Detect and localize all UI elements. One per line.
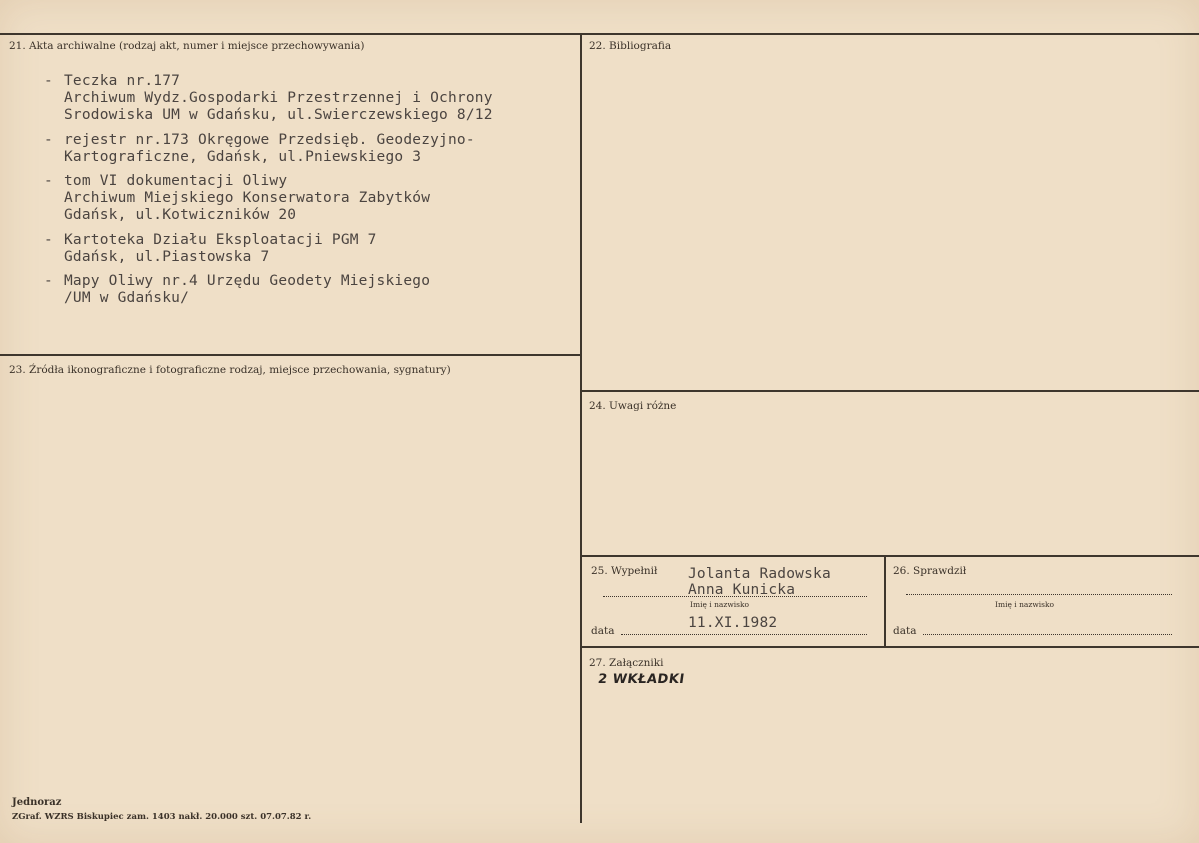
section-23-label: 23. Źródła ikonograficzne i fotograficzne rodzaj, miejsce przechowania, sygnatury)	[9, 364, 451, 376]
entry-dash: -	[44, 273, 53, 289]
name-caption: Imię i nazwisko	[690, 600, 750, 609]
date-line	[621, 634, 867, 635]
name-caption: Imię i nazwisko	[995, 600, 1055, 609]
entry-line: Gdańsk, ul.Kotwiczników 20	[64, 207, 297, 223]
entry-line: Kartoteka Działu Eksploatacji PGM 7	[64, 232, 377, 248]
center-vertical-divider	[580, 33, 582, 823]
entry-line: Archiwum Wydz.Gospodarki Przestrzennej i Ochrony	[64, 90, 493, 106]
divider-25-26	[884, 557, 886, 647]
entry-line: Teczka nr.177	[64, 73, 181, 89]
entry-line: /UM w Gdańsku/	[64, 290, 190, 306]
filled-date: 11.XI.1982	[688, 615, 778, 631]
entry-dash: -	[44, 232, 53, 248]
section-27-label: 27. Załączniki	[589, 657, 664, 669]
entry-line: Gdańsk, ul.Piastowska 7	[64, 249, 270, 265]
divider-22-24	[582, 390, 1199, 392]
section-24-label: 24. Uwagi różne	[589, 400, 677, 412]
section-26-label: 26. Sprawdził	[893, 565, 967, 577]
name-line	[603, 596, 867, 597]
date-line	[923, 634, 1172, 635]
entry-line: rejestr nr.173 Okręgowe Przedsięb. Geodezyjno-	[64, 132, 475, 148]
entry-dash: -	[44, 132, 53, 148]
attachments-handwritten: 2 WKŁADKI	[596, 672, 686, 687]
footer-line-1: Jednoraz	[12, 797, 62, 808]
divider-21-23	[0, 354, 580, 356]
entry-line: Archiwum Miejskiego Konserwatora Zabytków	[64, 190, 431, 206]
top-border	[0, 33, 1199, 35]
entry-line: Kartograficzne, Gdańsk, ul.Pniewskiego 3	[64, 149, 422, 165]
filled-by-name: Anna Kunicka	[688, 582, 796, 598]
section-22-label: 22. Bibliografia	[589, 40, 672, 52]
divider-24-25	[582, 555, 1199, 557]
entry-line: tom VI dokumentacji Oliwy	[64, 173, 288, 189]
date-label: data	[893, 625, 917, 637]
section-25-label: 25. Wypełnił	[591, 565, 658, 577]
entry-line: Mapy Oliwy nr.4 Urzędu Geodety Miejskiego	[64, 273, 431, 289]
divider-25-27	[582, 646, 1199, 648]
entry-dash: -	[44, 73, 53, 89]
entry-line: Srodowiska UM w Gdańsku, ul.Swierczewskiego 8/12	[64, 107, 493, 123]
filled-by-name: Jolanta Radowska	[688, 566, 831, 582]
date-label: data	[591, 625, 615, 637]
name-line	[906, 594, 1172, 595]
footer-line-2: ZGraf. WZRS Biskupiec zam. 1403 nakł. 20.000 szt. 07.07.82 r.	[12, 812, 312, 822]
entry-dash: -	[44, 173, 53, 189]
section-21-label: 21. Akta archiwalne (rodzaj akt, numer i miejsce przechowywania)	[9, 40, 365, 52]
